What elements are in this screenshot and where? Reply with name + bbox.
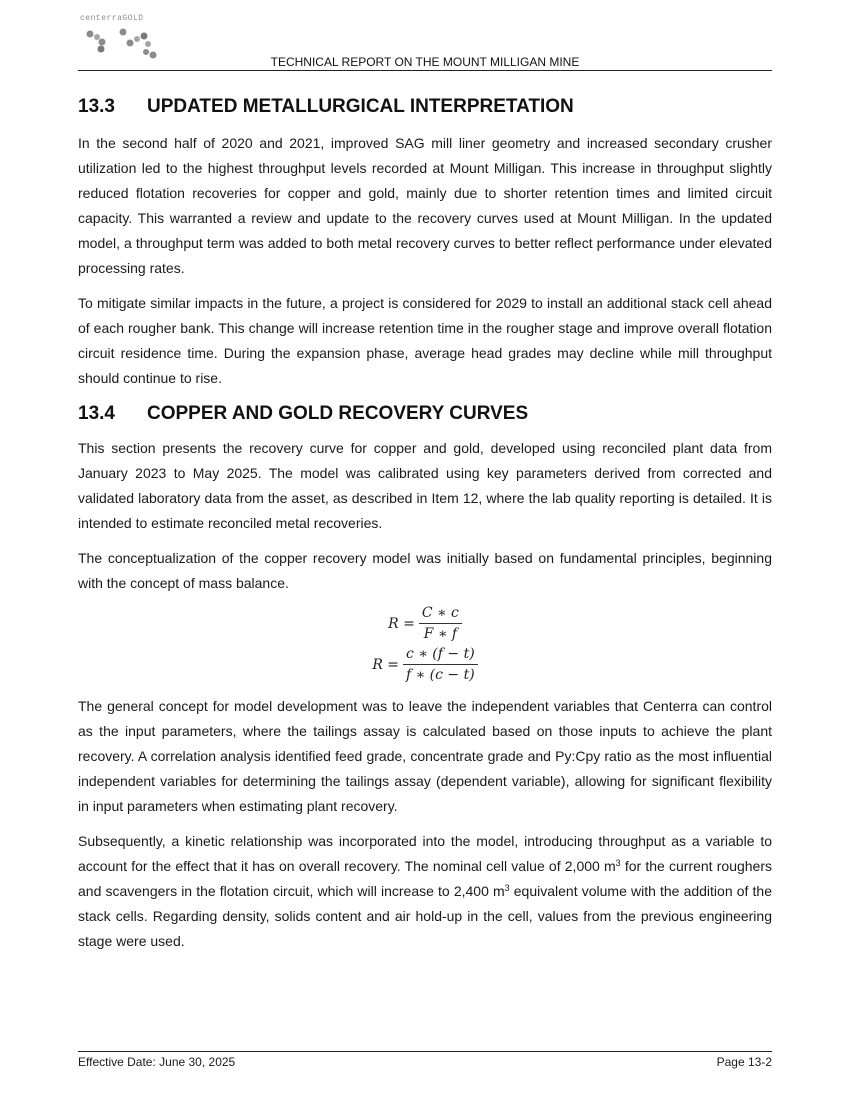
page-content <box>78 96 772 954</box>
header-divider <box>78 70 772 71</box>
section-heading-13-4 <box>78 403 772 425</box>
text-run: for the current roughers and scavengers in the flotation circuit, which will increase to 2,400 m <box>78 858 773 899</box>
denominator: f ∗ (c − t) <box>406 667 475 683</box>
paragraph: In the second half of 2020 and 2021, improved SAG mill liner geometry and increased secondary crusher utilization led to the highest throughput levels recorded at Mount Milligan. This increase in throughput slightly reduced flotation recoveries for copper and gold, mainly due to shorter retention times and limited circuit capacity. This warranted a review and update to the recovery curves used at Mount Milligan. In the updated model, a throughput term was added to both metal recovery curves to better reflect performance under elevated processing rates. <box>78 135 772 276</box>
recovery-equations <box>78 603 772 685</box>
section-title: UPDATED METALLURGICAL INTERPRETATION <box>147 96 574 117</box>
superscript: 3 <box>615 858 621 868</box>
paragraph-kinetic <box>78 829 772 954</box>
section-heading-13-3 <box>78 96 772 118</box>
equation-lhs: R = <box>388 615 415 632</box>
paragraph: The conceptualization of the copper recovery model was initially based on fundamental principles, beginning with the concept of mass balance. <box>78 550 772 591</box>
equation-two-product <box>372 646 477 683</box>
effective-date: Effective Date: June 30, 2025 <box>78 1055 236 1069</box>
numerator: c ∗ (f − t) <box>403 646 478 665</box>
report-title: TECHNICAL REPORT ON THE MOUNT MILLIGAN MINE <box>270 55 580 69</box>
section-number: 13.4 <box>78 403 115 424</box>
paragraph: The general concept for model development was to leave the independent variables that Centerra can control as the input parameters, where the tailings assay is calculated based on those inputs to achieve the plant recovery. A correlation analysis identified feed grade, concentrate grade and Py:Cpy ratio as the most influential independent variables for determining the tailings assay (dependent variable), allowing for significant flexibility in input parameters when estimating plant recovery. <box>78 698 772 814</box>
paragraph: To mitigate similar impacts in the future, a project is considered for 2029 to install an additional stack cell ahead of each rougher bank. This change will increase retention time in the rougher stage and improve overall flotation circuit residence time. During the expansion phase, average head grades may decline while mill throughput should continue to rise. <box>78 295 772 386</box>
equation-mass-balance <box>388 605 462 642</box>
text-run: Subsequently, a kinetic relationship was incorporated into the model, introducing throughput as a variable to account for the effect that it has on overall recovery. The nominal cell value of 2,000 m <box>78 833 772 874</box>
fraction <box>419 605 462 642</box>
paragraph: This section presents the recovery curve for copper and gold, developed using reconciled plant data from January 2023 to May 2025. The model was calibrated using key parameters derived from corrected and validated laboratory data from the asset, as described in Item 12, where the lab quality reporting is detailed. It is intended to estimate reconciled metal recoveries. <box>78 440 772 531</box>
equation-lhs: R = <box>372 656 400 673</box>
page-number: Page 13-2 <box>716 1055 772 1069</box>
numerator: C ∗ c <box>419 605 462 624</box>
section-number: 13.3 <box>78 96 115 117</box>
fraction <box>403 646 478 683</box>
text-run: equivalent volume with the addition of the stack cells. Regarding density, solids content and air hold-up in the cell, values from the previous engineering stage were used. <box>78 883 772 949</box>
denominator: F ∗ f <box>423 626 458 642</box>
section-title: COPPER AND GOLD RECOVERY CURVES <box>147 403 529 424</box>
superscript: 3 <box>504 883 510 893</box>
footer-divider <box>78 1051 772 1052</box>
logo-wordmark: centerraGOLD <box>80 14 144 23</box>
